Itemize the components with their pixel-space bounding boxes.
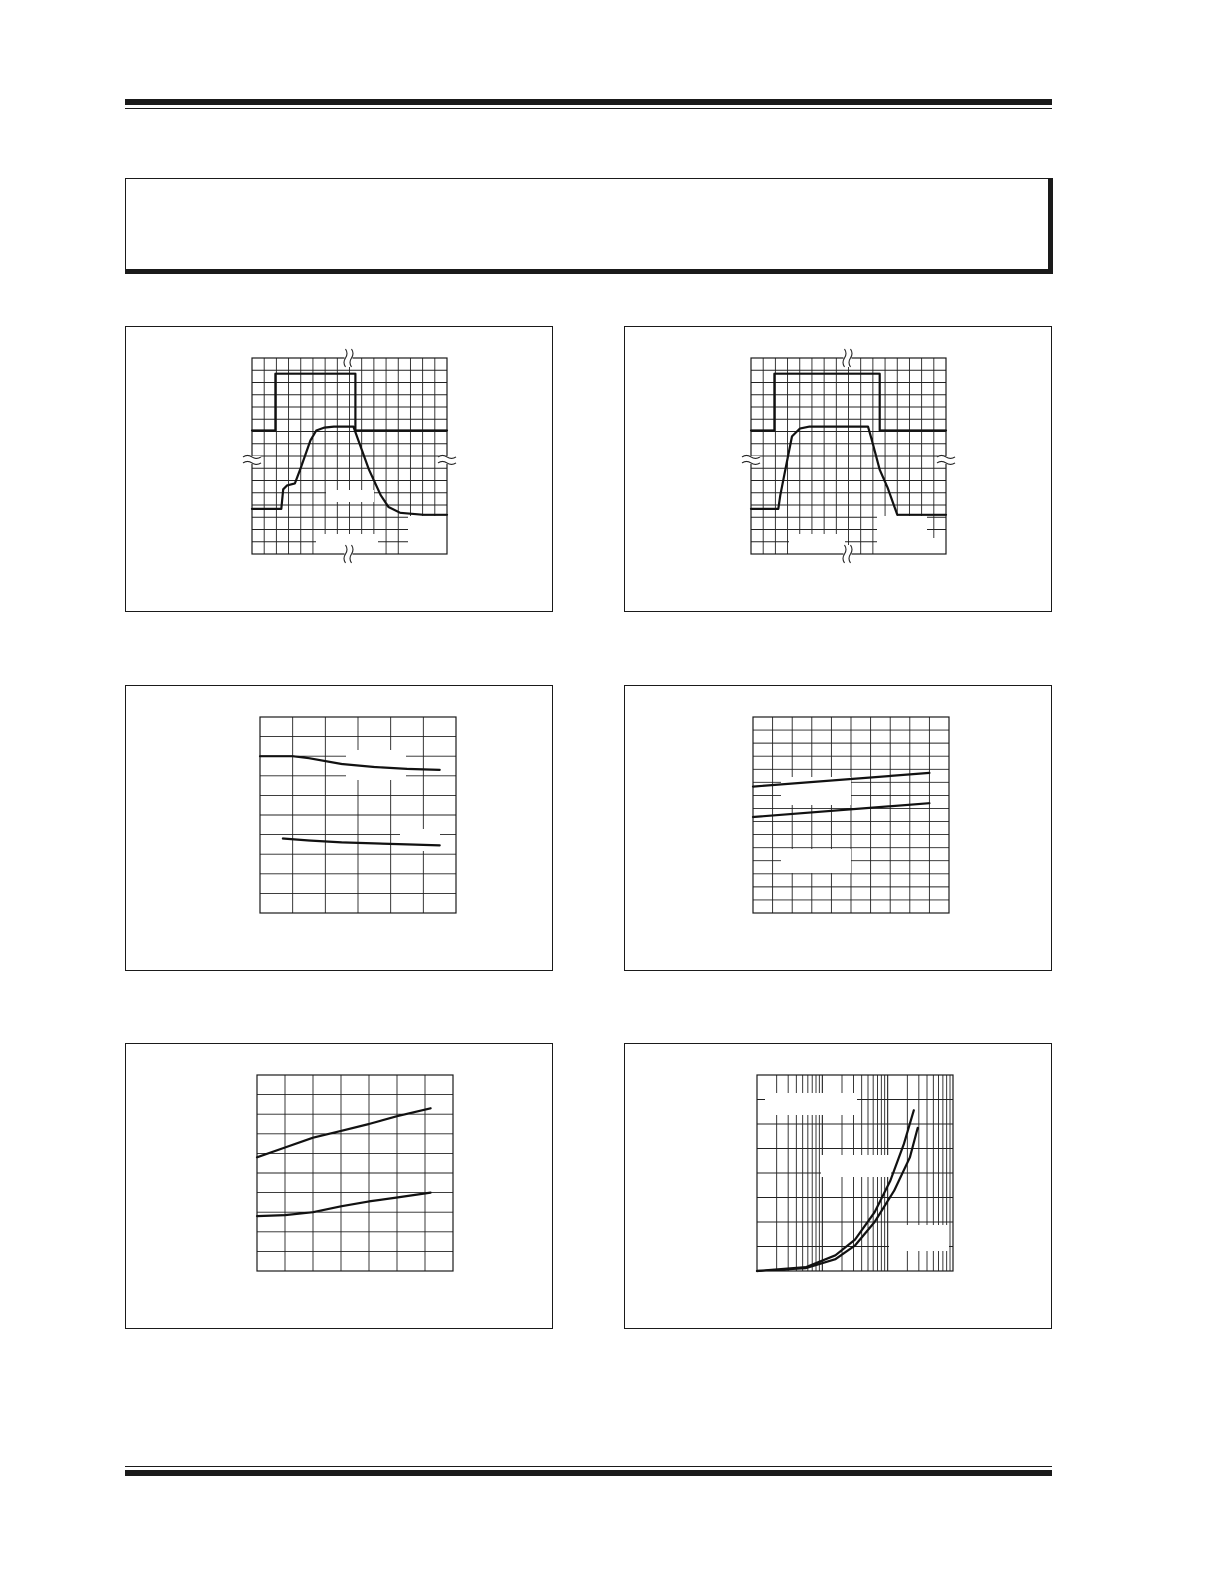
label-area (765, 1093, 857, 1115)
axis-break-bottom (843, 545, 852, 563)
axis-break-left (742, 455, 760, 464)
axis-break-right (937, 455, 955, 464)
figure-panel-4 (624, 685, 1052, 971)
chart-fig1 (126, 327, 552, 611)
chart-fig2 (625, 327, 1051, 611)
label-area (889, 1225, 949, 1251)
axis-break-bottom (344, 545, 353, 563)
chart-fig6 (625, 1044, 1051, 1328)
label-area (408, 516, 464, 572)
plot-area (753, 717, 949, 913)
plot-area (260, 717, 456, 913)
header-rule-thin (125, 108, 1052, 109)
header-rule-thick (125, 99, 1052, 105)
chart-fig4 (625, 686, 1051, 970)
plot-area (243, 349, 464, 572)
series-line-2 (753, 803, 929, 817)
note-box (125, 178, 1053, 274)
axis-break-top (344, 349, 353, 367)
plot-area (257, 1075, 453, 1271)
figure-panel-5 (125, 1043, 553, 1329)
label-area (781, 849, 851, 873)
figure-panel-6 (624, 1043, 1052, 1329)
figure-panel-3 (125, 685, 553, 971)
axis-break-left (243, 455, 261, 464)
label-area (400, 829, 440, 851)
plot-area (742, 349, 967, 572)
series-line-1 (257, 1108, 431, 1157)
footer-rule-thin (125, 1466, 1052, 1467)
label-area (326, 490, 374, 502)
axis-break-top (843, 349, 852, 367)
label-area (877, 516, 927, 572)
label-area (821, 1155, 891, 1177)
figure-panel-2 (624, 326, 1052, 612)
chart-fig3 (126, 686, 552, 970)
plot-area (757, 1075, 953, 1271)
footer-rule-thick (125, 1470, 1052, 1476)
figure-panel-1 (125, 326, 553, 612)
label-area (927, 538, 967, 560)
label-area (789, 534, 845, 562)
chart-fig5 (126, 1044, 552, 1328)
axis-break-right (438, 455, 456, 464)
